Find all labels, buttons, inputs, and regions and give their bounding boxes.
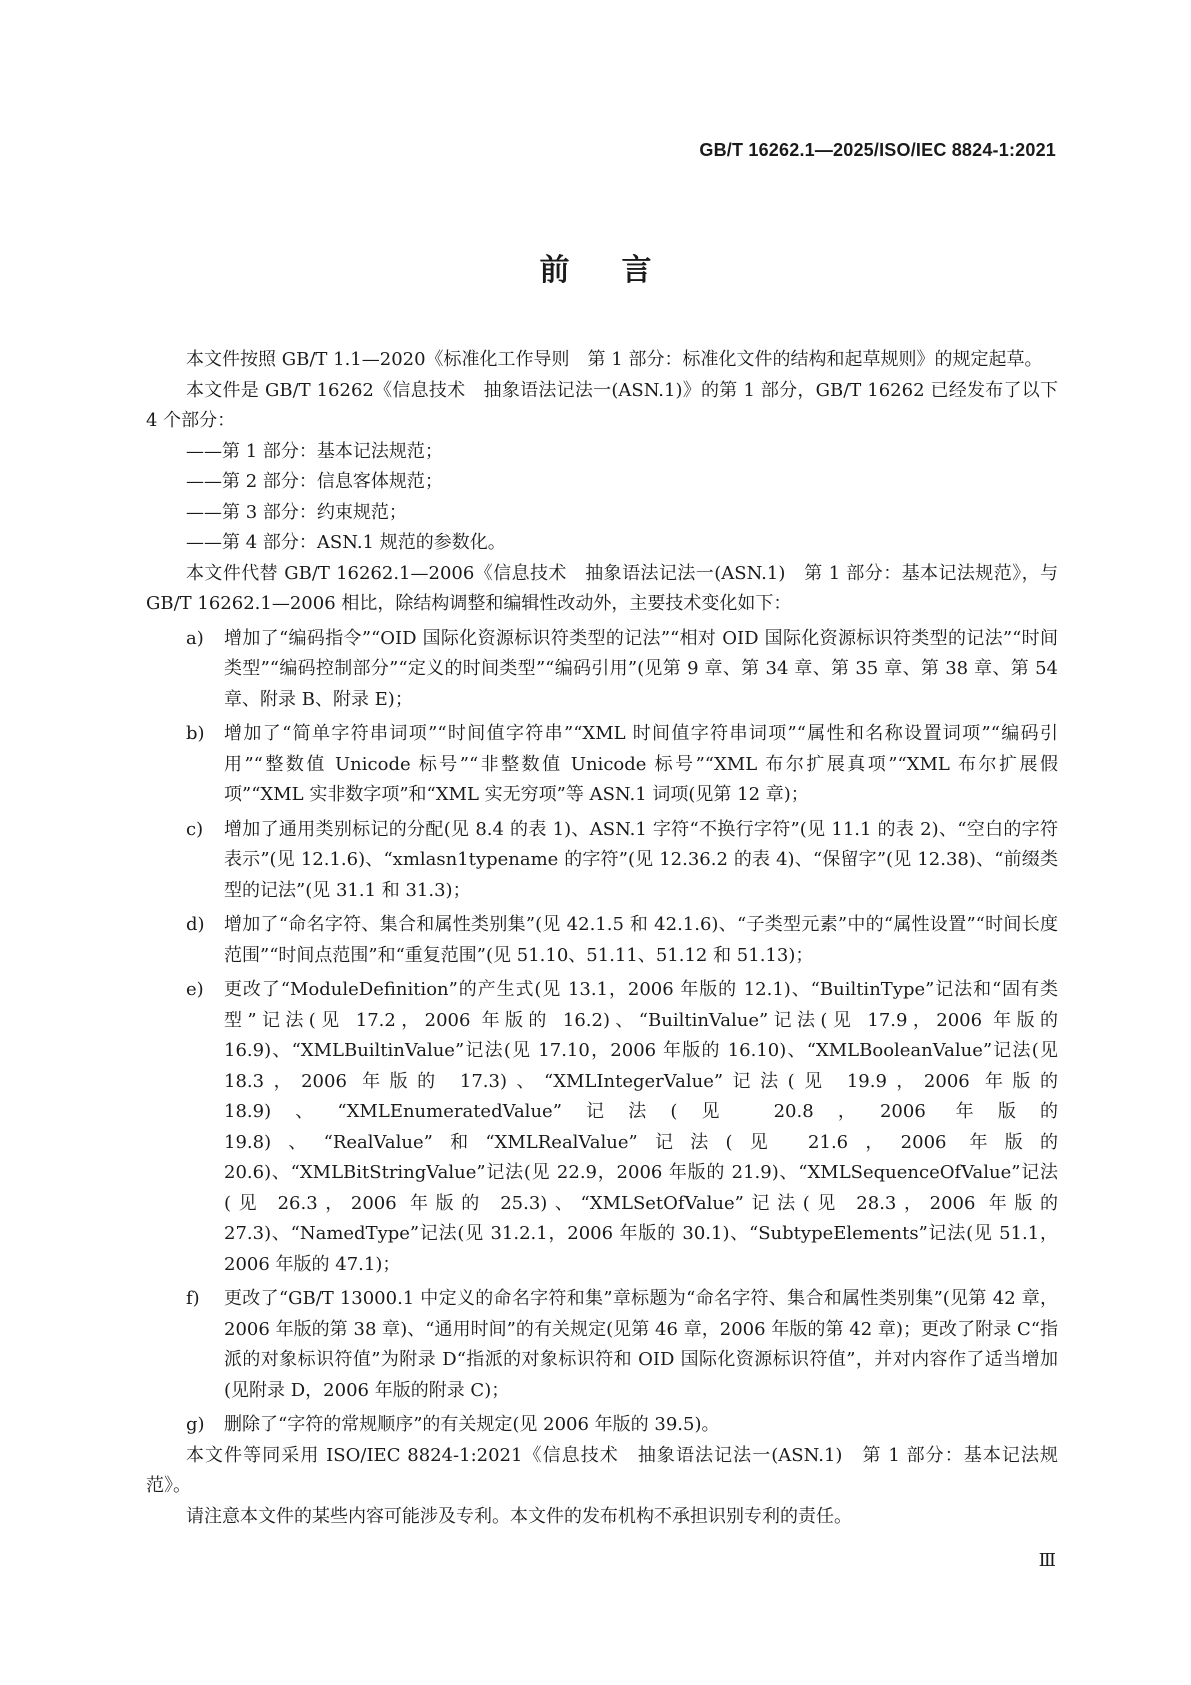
foreword-body [146,345,1058,1532]
page-title: 前言 [539,253,704,288]
part-list-item: ——第 4 部分：ASN.1 规范的参数化。 [186,532,506,553]
paragraph-adoption: 本文件等同采用 ISO/IEC 8824-1:2021《信息技术 抽象语法记法一(ASN.1) 第 1 部分：基本记法规范》。 [146,1444,1058,1496]
change-text: 删除了“字符的常规顺序”的有关规定(见 2006 年版的 39.5)。 [224,1414,720,1435]
change-text: 增加了“简单字符串词项”“时间值字符串”“XML 时间值字符串词项”“属性和名称设置词项”“编码引用”“整数值 Unicode 标号”“非整数值 Unicode 标号”“XML 布尔扩展真项”“XML 布尔扩展假项”“XML 实非数字项”和“XML 实无穷项”等 ASN.1 词项(见第 12 章)； [224,723,1058,805]
change-text: 更改了“GB/T 13000.1 中定义的命名字符和集”章标题为“命名字符、集合和属性类别集”(见第 42 章，2006 年版的第 38 章)、“通用时间”的有关规定(见第 46 章，2006 年版的第 42 章)；更改了附录 C“指派的对象标识符值”为附录 D“指派的对象标识符和 OID 国际化资源标识符值”，并对内容作了适当增加(见附录 D，2006 年版的附录 C)； [224,1288,1058,1401]
list-marker: g) [186,1414,205,1435]
change-text: 增加了“命名字符、集合和属性类别集”(见 42.1.5 和 42.1.6)、“子类型元素”中的“属性设置”“时间长度范围”“时间点范围”和“重复范围”(见 51.10、51.11、51.12 和 51.13)； [224,914,1058,966]
change-item-g [146,1410,1058,1441]
change-item-f [146,1284,1058,1406]
change-item-e [146,975,1058,1280]
standard-code: GB/T 16262.1—2025/ISO/IEC 8824-1:2021 [699,140,1056,160]
part-list-item: ——第 3 部分：约束规范； [186,501,407,523]
change-text: 更改了“ModuleDefinition”的产生式(见 13.1，2006 年版的 12.1)、“BuiltinType”记法和“固有类型”记法(见 17.2，2006 年版的 16.2)、“BuiltinValue”记法(见 17.9，2006 年版的 16.9)、“XMLBuiltinValue”记法(见 17.10，2006 年版的 16.10)、“XMLBooleanValue”记法(见 18.3，2006 年版的 17.3)、“XMLIntegerValue”记法(见 19.9，2006 年版的 18.9)、“XMLEnumeratedValue”记法(见 20.8，2006 年版的 19.8)、“RealValue”和“XMLRealValue”记法(见 21.6，2006 年版的 20.6)、“XMLBitStringValue”记法(见 22.9，2006 年版的 21.9)、“XMLSequenceOfValue”记法(见 26.3，2006 年版的 25.3)、“XMLSetOfValue”记法(见 28.3，2006 年版的 27.3)、“NamedType”记法(见 31.2.1，2006 年版的 30.1)、“SubtypeElements”记法(见 51.1，2006 年版的 47.1)； [224,979,1058,1275]
part-list-item: ——第 1 部分：基本记法规范； [186,440,443,462]
part-list-item: ——第 2 部分：信息客体规范； [186,471,443,492]
paragraph-drafting-rules: 本文件按照 GB/T 1.1—2020《标准化工作导则 第 1 部分：标准化文件的结构和起草规则》的规定起草。 [186,349,1043,370]
page-number: Ⅲ [1038,1550,1056,1571]
change-item-b [146,719,1058,811]
change-item-a [146,624,1058,716]
paragraph-replacement: 本文件代替 GB/T 16262.1—2006《信息技术 抽象语法记法一(ASN.1) 第 1 部分：基本记法规范》，与 GB/T 16262.1—2006 相比，除结构调整和编辑性改动外，主要技术变化如下： [146,562,1058,614]
change-text: 增加了“编码指令”“OID 国际化资源标识符类型的记法”“相对 OID 国际化资源标识符类型的记法”“时间类型”“编码控制部分”“定义的时间类型”“编码引用”(见第 9 章、第 34 章、第 35 章、第 38 章、第 54 章、附录 B、附录 E)； [224,627,1058,710]
list-marker: b) [186,723,205,744]
list-marker: f) [186,1288,200,1309]
change-item-c [146,815,1058,907]
list-marker: d) [186,914,205,935]
change-text: 增加了通用类别标记的分配(见 8.4 的表 1)、ASN.1 字符“不换行字符”(见 11.1 的表 2)、“空白的字符表示”(见 12.1.6)、“xmlasn1typename 的字符”(见 12.36.2 的表 4)、“保留字”(见 12.38)、“前缀类型的记法”(见 31.1 和 31.3)； [224,818,1058,901]
list-marker: e) [186,979,204,1000]
list-marker: c) [186,818,204,840]
change-item-d [146,910,1058,971]
paragraph-patent-notice: 请注意本文件的某些内容可能涉及专利。本文件的发布机构不承担识别专利的责任。 [186,1505,852,1527]
paragraph-series-intro: 本文件是 GB/T 16262《信息技术 抽象语法记法一(ASN.1)》的第 1 部分，GB/T 16262 已经发布了以下 4 个部分： [146,379,1058,431]
list-marker: a) [186,627,204,649]
